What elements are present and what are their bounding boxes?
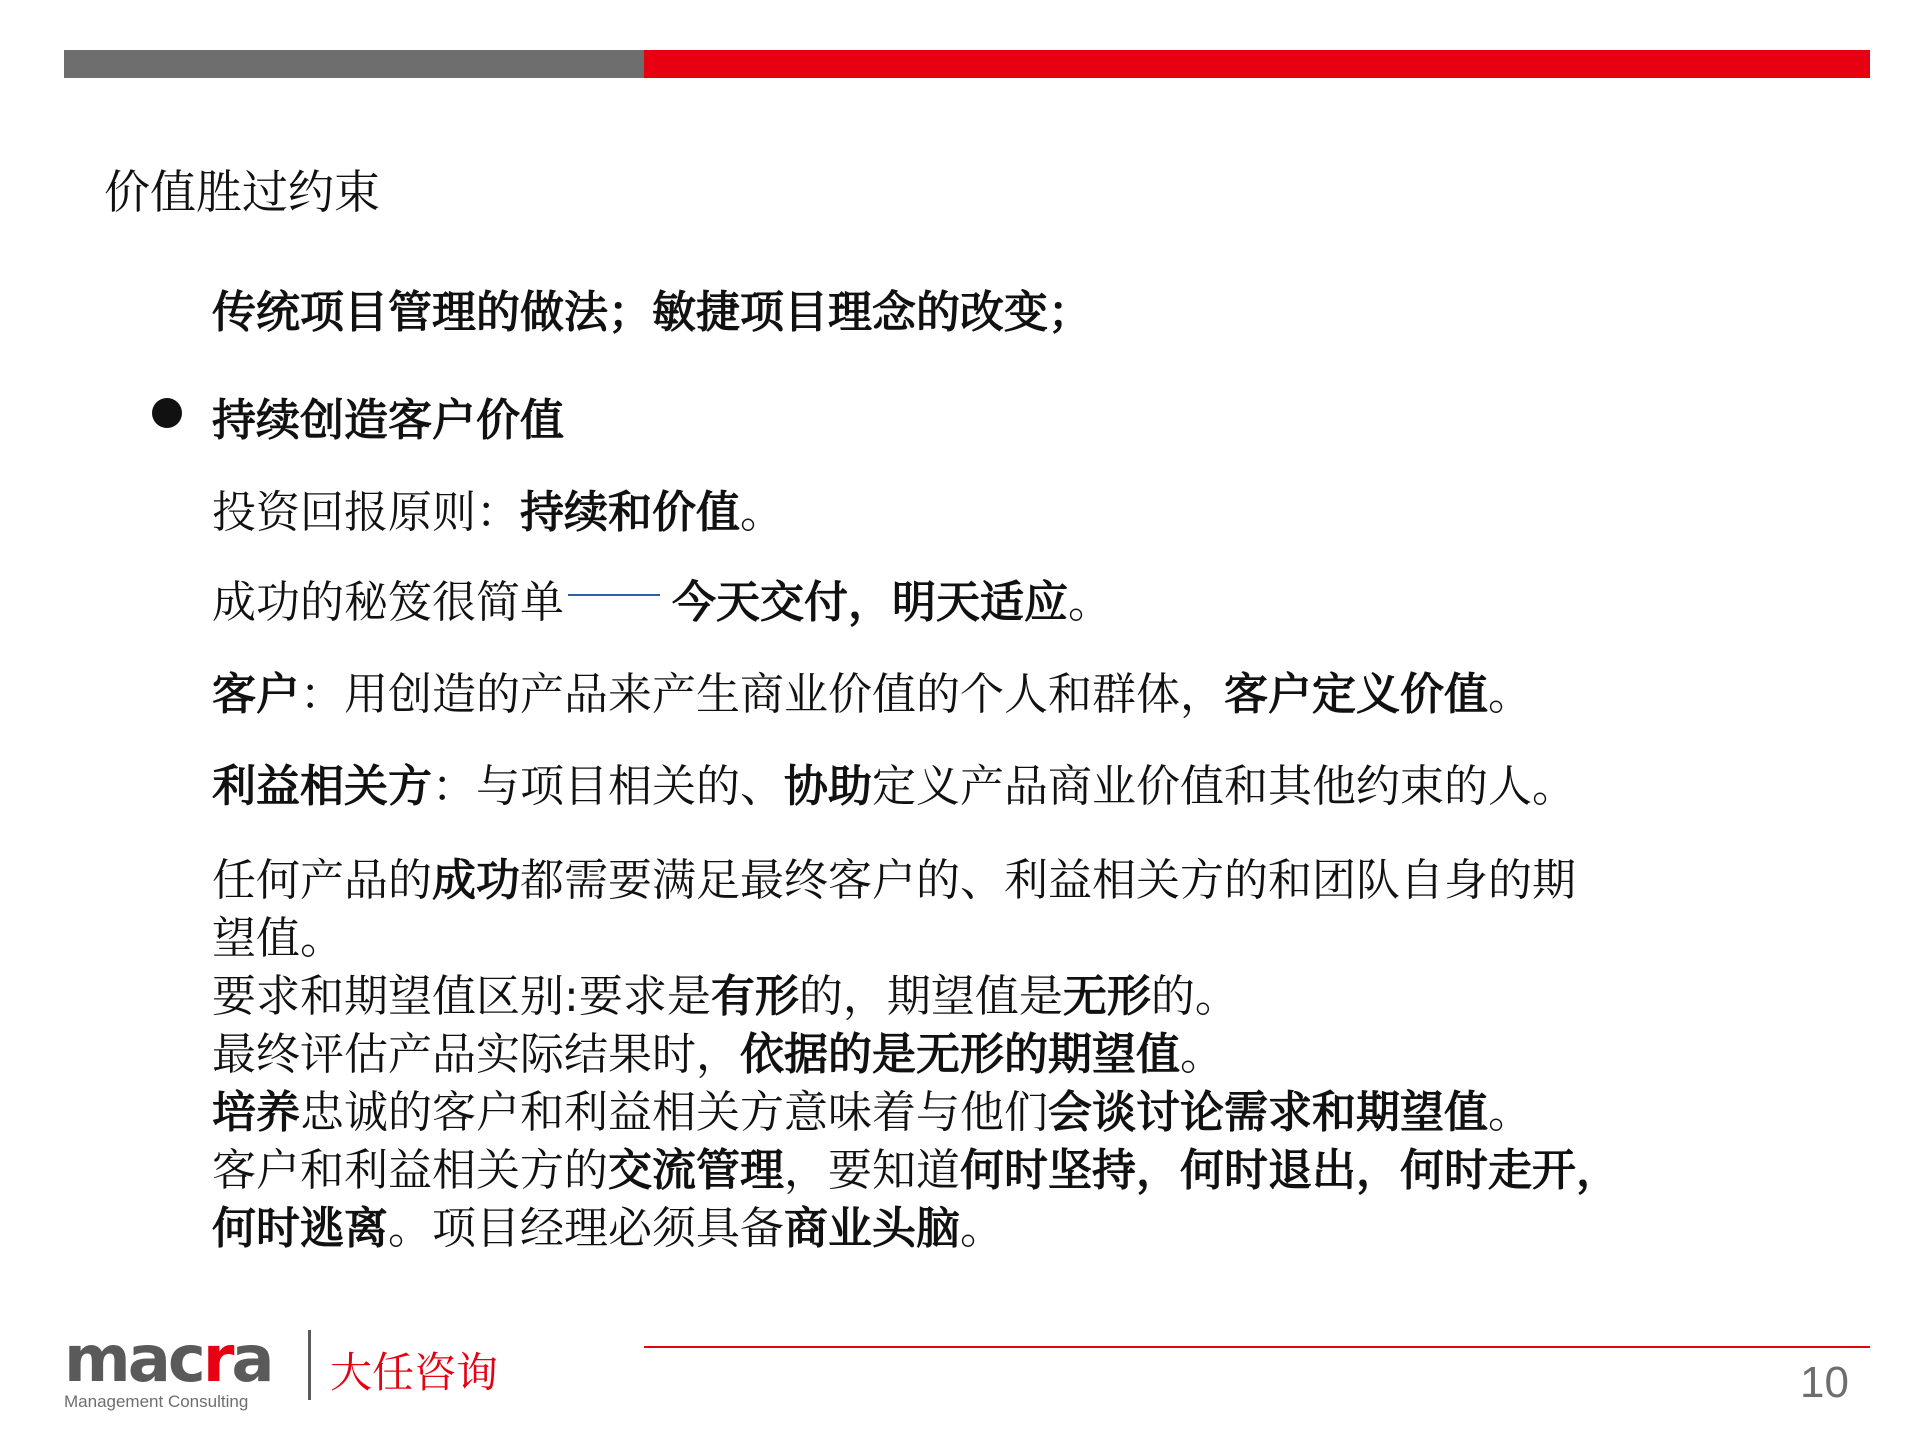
- para-line: [212, 1084, 1772, 1142]
- logo-text-accent: r: [202, 1323, 232, 1397]
- para-line: [212, 1026, 1772, 1084]
- text-run: 的。: [1150, 971, 1239, 1022]
- logo-wordmark: [64, 1323, 272, 1397]
- customer-term: 客户: [212, 669, 300, 720]
- expectation-paragraph: [212, 852, 1772, 1258]
- para-line: [212, 1142, 1772, 1200]
- text-run: 。项目经理必须具备: [388, 1203, 784, 1254]
- secret-end: 。: [1068, 577, 1112, 628]
- stakeholder-def2: 定义产品商业价值和其他约束的人。: [872, 761, 1576, 812]
- text-run: 忠诚的客户和利益相关方意味着与他们: [300, 1087, 1048, 1138]
- header-accent-bar-red: [644, 50, 1870, 78]
- secret-label: 成功的秘笈很简单: [212, 577, 564, 628]
- text-run: 都需要满足最终客户的、利益相关方的和团队自身的期: [520, 855, 1576, 906]
- text-run-bold: 何时逃离: [212, 1203, 388, 1254]
- text-run: 要求和期望值区别:要求是: [212, 971, 711, 1022]
- stakeholder-definition: [212, 750, 1576, 814]
- para-line: [212, 968, 1772, 1026]
- para-line: [212, 852, 1772, 910]
- text-run: 。: [1488, 1087, 1532, 1138]
- logo-text: a: [231, 1323, 272, 1397]
- roi-principle: [212, 476, 784, 540]
- stakeholder-sep: ：: [432, 761, 476, 812]
- customer-sep: ：: [300, 669, 344, 720]
- para-line: [212, 1200, 1772, 1258]
- text-run: 的，期望值是: [798, 971, 1063, 1022]
- text-run: 最终评估产品实际结果时，: [212, 1029, 740, 1080]
- text-run-bold: 何时坚持，何时退出，何时走开，: [960, 1145, 1620, 1196]
- text-run-bold: 成功: [432, 855, 520, 906]
- para-line: [212, 910, 1772, 968]
- secret-value: 今天交付，明天适应: [672, 577, 1068, 628]
- bullet-heading: 持续创造客户价值: [212, 395, 564, 446]
- text-run: 望值。: [212, 913, 344, 964]
- text-run: 。: [1180, 1029, 1224, 1080]
- text-run-bold: 商业头脑: [784, 1203, 960, 1254]
- dash-line-icon: [568, 594, 660, 596]
- text-run: 客户和利益相关方的: [212, 1145, 608, 1196]
- header-accent-bar-gray: [64, 50, 644, 78]
- text-run-bold: 会谈讨论需求和期望值: [1048, 1087, 1488, 1138]
- subtitle: 传统项目管理的做法；敏捷项目理念的改变；: [212, 287, 1092, 338]
- customer-def: 用创造的产品来产生商业价值的个人和群体，: [344, 669, 1224, 720]
- brand-name-cn: 大任咨询: [330, 1348, 499, 1397]
- text-run-bold: 培养: [212, 1087, 300, 1138]
- logo-subtitle: Management Consulting: [64, 1392, 249, 1411]
- bullet-dot-icon: [152, 398, 182, 428]
- text-run-bold: 依据的是无形的期望值: [740, 1029, 1180, 1080]
- roi-end: 。: [740, 487, 784, 538]
- stakeholder-term: 利益相关方: [212, 761, 432, 812]
- slide-title: 价值胜过约束: [104, 165, 380, 219]
- roi-value: 持续和价值: [520, 487, 740, 538]
- text-run: 任何产品的: [212, 855, 432, 906]
- text-run-bold: 交流管理: [608, 1145, 784, 1196]
- logo-text: mac: [64, 1323, 203, 1397]
- customer-end: 。: [1488, 669, 1532, 720]
- macra-logo: [64, 1323, 272, 1412]
- page-number: 10: [1800, 1358, 1849, 1407]
- customer-emphasis: 客户定义价值: [1224, 669, 1488, 720]
- text-run-bold: 有形: [710, 971, 799, 1022]
- logo-divider: [308, 1330, 311, 1400]
- footer-divider: [644, 1346, 1870, 1348]
- success-secret: [212, 566, 1112, 630]
- stakeholder-def-bold: 协助: [784, 761, 872, 812]
- text-run: ，要知道: [784, 1145, 960, 1196]
- stakeholder-def1: 与项目相关的、: [476, 761, 784, 812]
- text-run: 。: [960, 1203, 1004, 1254]
- customer-definition: [212, 658, 1532, 722]
- text-run-bold: 无形: [1062, 971, 1151, 1022]
- roi-label: 投资回报原则：: [212, 487, 520, 538]
